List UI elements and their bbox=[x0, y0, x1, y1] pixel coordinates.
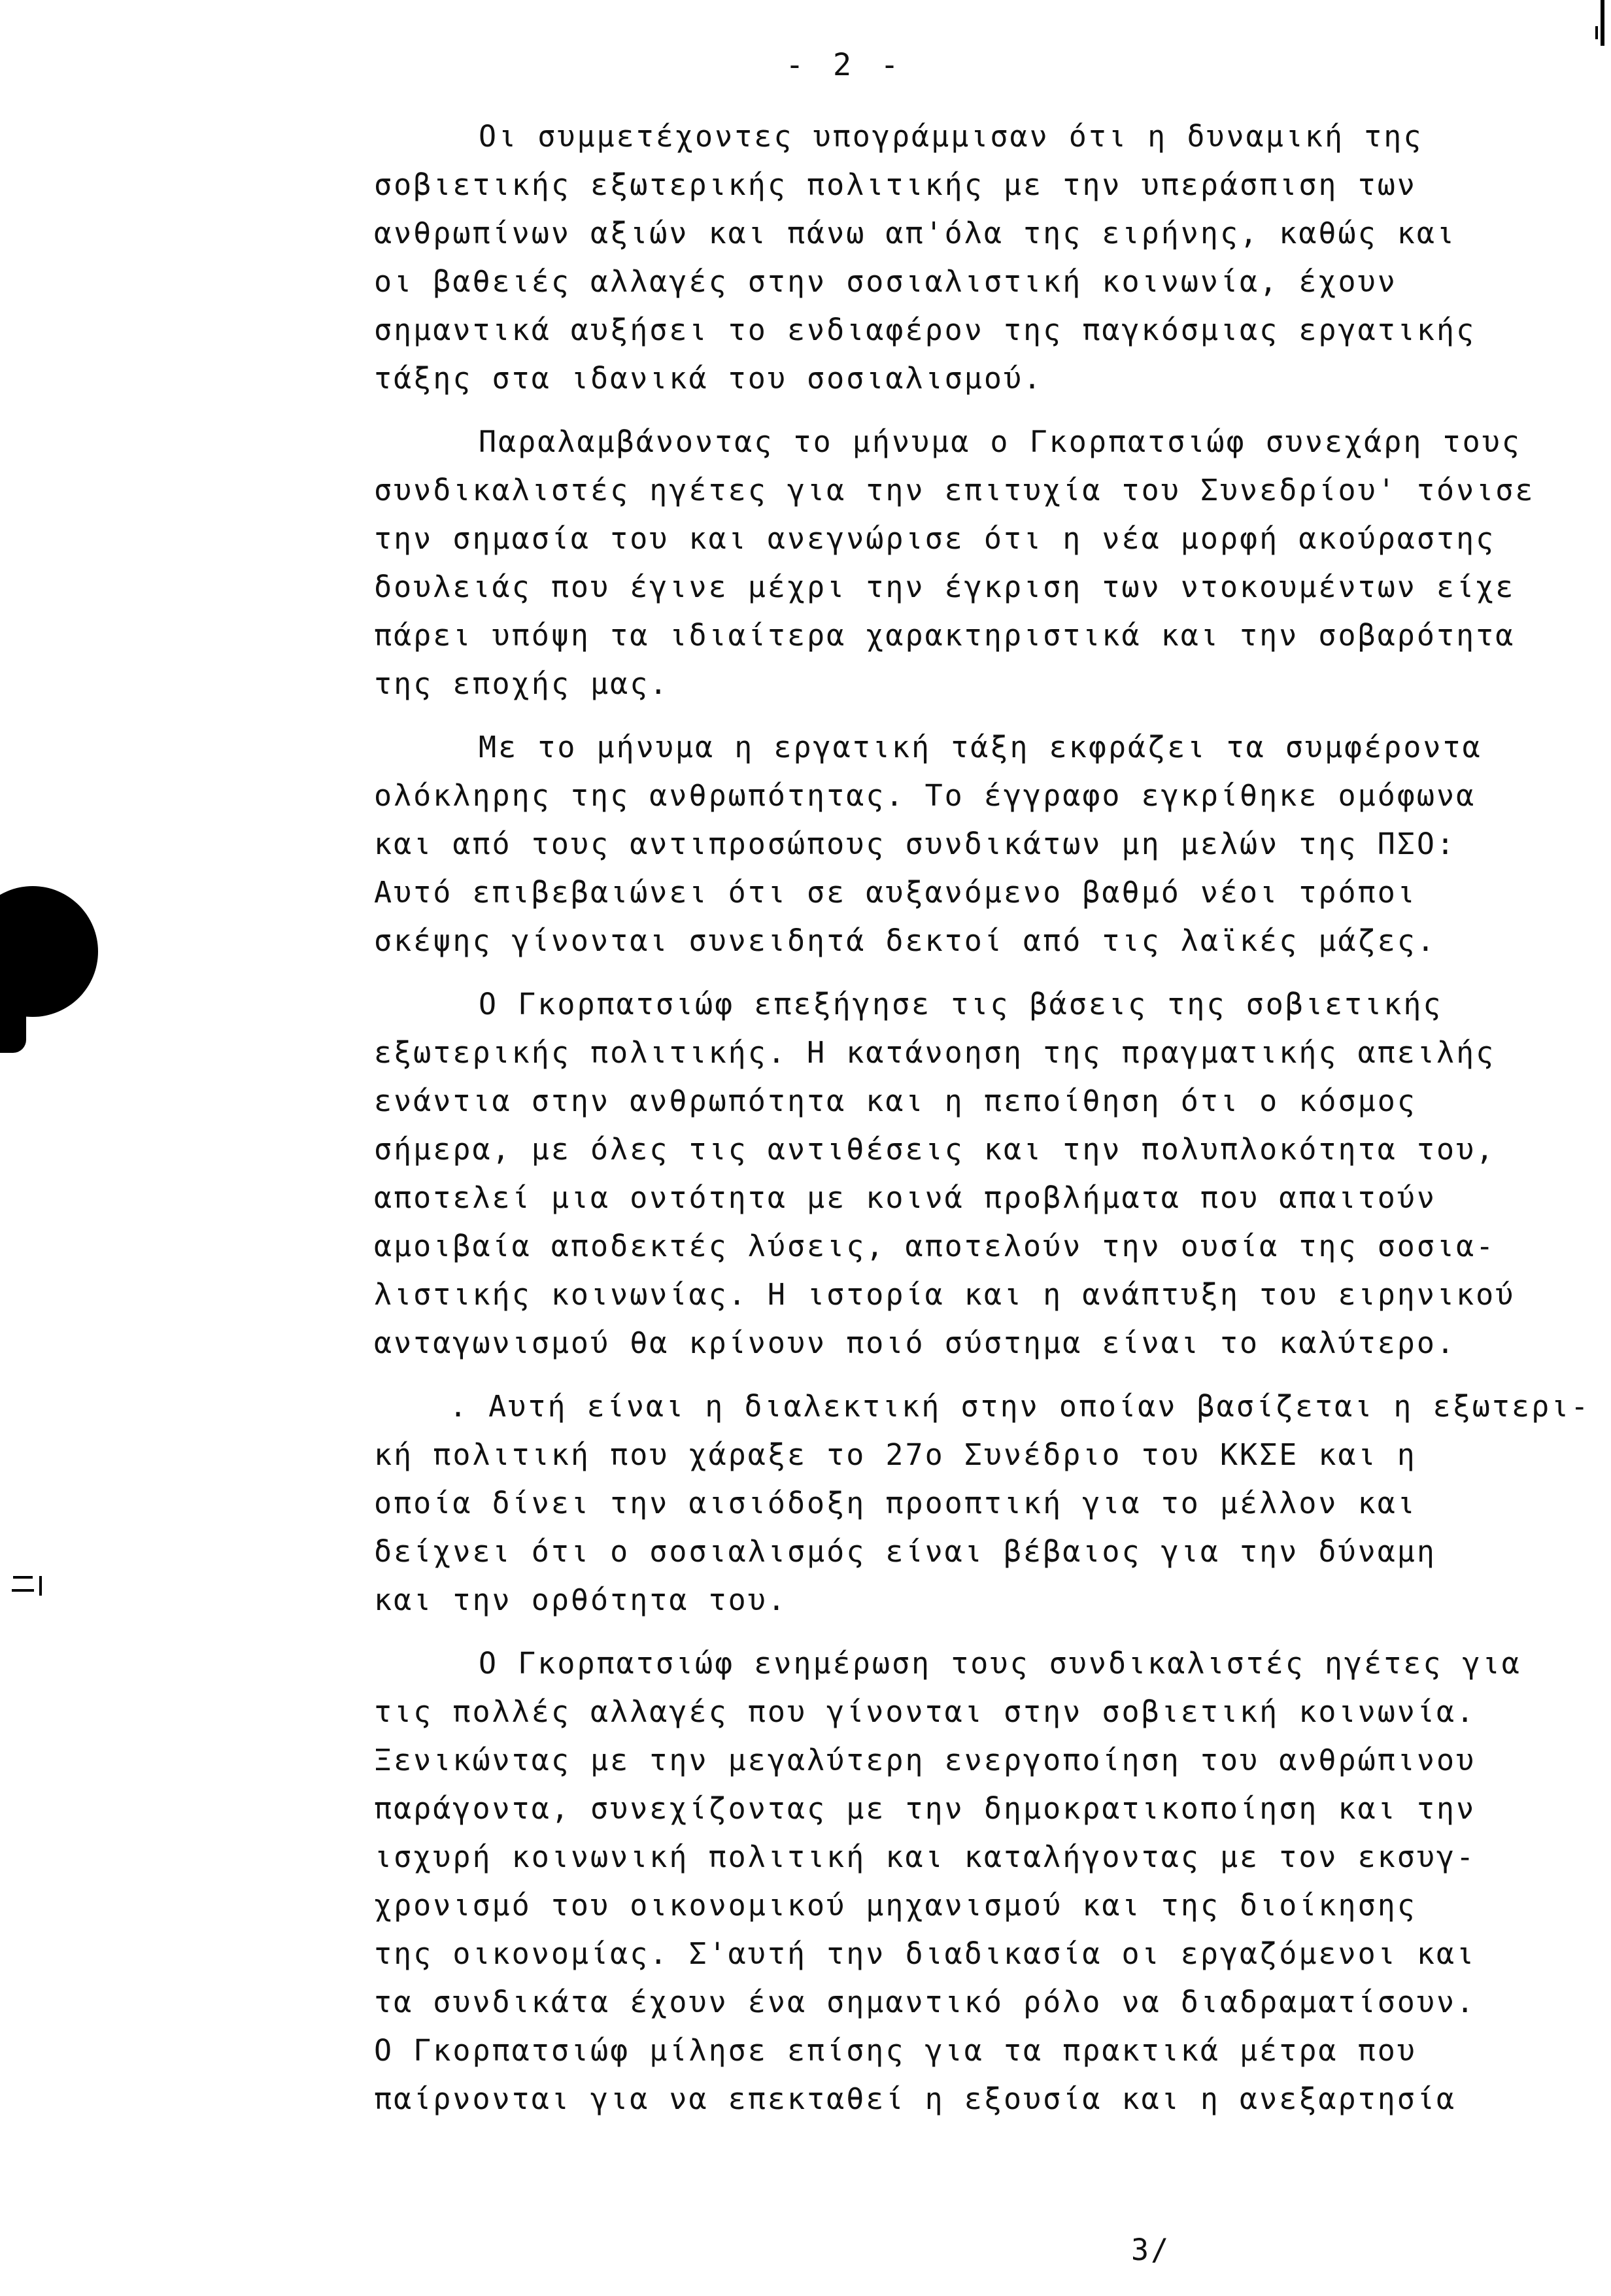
text-line: παίρνονται για να επεκταθεί η εξουσία και η ανεξαρτησία bbox=[374, 2082, 1457, 2116]
text-line: την σημασία του και ανεγνώρισε ότι η νέα μορφή ακούραστης bbox=[374, 521, 1496, 556]
text-line: Με το μήνυμα η εργατική τάξη εκφράζει τα συμφέροντα bbox=[479, 730, 1482, 764]
document-body bbox=[374, 112, 1591, 2138]
text-line: . Αυτή είναι η διαλεκτική στην οποίαν βασίζεται η εξωτερι- bbox=[449, 1389, 1591, 1424]
text-line: δείχνει ότι ο σοσιαλισμός είναι βέβαιος για την δύναμη bbox=[374, 1534, 1436, 1569]
text-line: και από τους αντιπροσώπους συνδικάτων μη μελών της ΠΣΟ: bbox=[374, 827, 1457, 861]
text-line: τα συνδικάτα έχουν ένα σημαντικό ρόλο να διαδραματίσουν. bbox=[374, 1985, 1476, 2019]
text-line: πάρει υπόψη τα ιδιαίτερα χαρακτηριστικά και την σοβαρότητα bbox=[374, 618, 1516, 653]
text-line: ενάντια στην ανθρωπότητα και η πεποίθηση ότι ο κόσμος bbox=[374, 1084, 1417, 1118]
paragraph-2 bbox=[374, 418, 1551, 708]
text-line: Ο Γκορπατσιώφ ενημέρωση τους συνδικαλιστές ηγέτες για bbox=[479, 1646, 1521, 1681]
text-line: ανταγωνισμού θα κρίνουν ποιό σύστημα είναι το καλύτερο. bbox=[374, 1326, 1457, 1360]
text-line: σκέψης γίνονται συνειδητά δεκτοί από τις λαϊκές μάζες. bbox=[374, 923, 1436, 958]
page-number: - 2 - bbox=[785, 47, 904, 83]
paragraph-6 bbox=[374, 1639, 1551, 2123]
text-line: σήμερα, με όλες τις αντιθέσεις και την πολυπλοκότητα του, bbox=[374, 1132, 1496, 1167]
text-line: τάξης στα ιδανικά του σοσιαλισμού. bbox=[374, 361, 1043, 396]
text-line: σημαντικά αυξήσει το ενδιαφέρον της παγκόσμιας εργατικής bbox=[374, 313, 1476, 347]
text-line: Παραλαμβάνοντας το μήνυμα ο Γκορπατσιώφ συνεχάρη τους bbox=[479, 424, 1521, 459]
text-line: χρονισμό του οικονομικού μηχανισμού και της διοίκησης bbox=[374, 1888, 1417, 1923]
paragraph-3 bbox=[374, 723, 1551, 965]
text-line: Ξενικώντας με την μεγαλύτερη ενεργοποίηση του ανθρώπινου bbox=[374, 1743, 1476, 1777]
text-line: εξωτερικής πολιτικής. Η κατάνοηση της πραγματικής απειλής bbox=[374, 1035, 1496, 1070]
text-line: παράγοντα, συνεχίζοντας με την δημοκρατικοποίηση και την bbox=[374, 1791, 1476, 1826]
text-line: τις πολλές αλλαγές που γίνονται στην σοβιετική κοινωνία. bbox=[374, 1694, 1476, 1729]
text-line: Ο Γκορπατσιώφ μίλησε επίσης για τα πρακτικά μέτρα που bbox=[374, 2033, 1417, 2068]
text-line: Ο Γκορπατσιώφ επεξήγησε τις βάσεις της σοβιετικής bbox=[479, 987, 1443, 1021]
continuation-marker: 3/ bbox=[1131, 2233, 1171, 2267]
text-line: και την ορθότητα του. bbox=[374, 1583, 787, 1617]
scan-edge-mark bbox=[13, 1576, 33, 1579]
paragraph-5 bbox=[374, 1382, 1591, 1624]
text-line: λιστικής κοινωνίας. Η ιστορία και η ανάπτυξη του ειρηνικού bbox=[374, 1277, 1516, 1312]
scan-edge-mark bbox=[39, 1576, 42, 1596]
text-line: αμοιβαία αποδεκτές λύσεις, αποτελούν την ουσία της σοσια- bbox=[374, 1229, 1496, 1263]
text-line: δουλειάς που έγινε μέχρι την έγκριση των ντοκουμέντων είχε bbox=[374, 570, 1516, 604]
text-line: της οικονομίας. Σ'αυτή την διαδικασία οι εργαζόμενοι και bbox=[374, 1936, 1476, 1971]
text-line: ανθρωπίνων αξιών και πάνω απ'όλα της ειρήνης, καθώς και bbox=[374, 216, 1457, 250]
scan-edge-mark bbox=[1601, 0, 1604, 46]
text-line: ολόκληρης της ανθρωπότητας. Το έγγραφο εγκρίθηκε ομόφωνα bbox=[374, 778, 1476, 813]
text-line: Αυτό επιβεβαιώνει ότι σε αυξανόμενο βαθμό νέοι τρόποι bbox=[374, 875, 1417, 910]
text-line: Οι συμμετέχοντες υπογράμμισαν ότι η δυναμική της bbox=[479, 119, 1423, 154]
text-line: ισχυρή κοινωνική πολιτική και καταλήγοντας με τον εκσυγ- bbox=[374, 1840, 1476, 1874]
text-line: σοβιετικής εξωτερικής πολιτικής με την υπεράσπιση των bbox=[374, 167, 1417, 202]
text-line: οποία δίνει την αισιόδοξη προοπτική για το μέλλον και bbox=[374, 1486, 1417, 1520]
text-line: αποτελεί μια οντότητα με κοινά προβλήματα που απαιτούν bbox=[374, 1180, 1436, 1215]
text-line: συνδικαλιστές ηγέτες για την επιτυχία του Συνεδρίου' τόνισε bbox=[374, 473, 1535, 507]
ink-blot-tail bbox=[0, 942, 26, 1053]
text-line: της εποχής μας. bbox=[374, 666, 670, 701]
text-line: κή πολιτική που χάραξε το 27ο Συνέδριο του ΚΚΣΕ και η bbox=[374, 1437, 1417, 1472]
scan-edge-mark bbox=[1595, 26, 1598, 39]
paragraph-1 bbox=[374, 112, 1551, 403]
text-line: οι βαθειές αλλαγές στην σοσιαλιστική κοινωνία, έχουν bbox=[374, 264, 1397, 299]
scan-edge-mark bbox=[12, 1589, 34, 1592]
paragraph-4 bbox=[374, 980, 1551, 1367]
